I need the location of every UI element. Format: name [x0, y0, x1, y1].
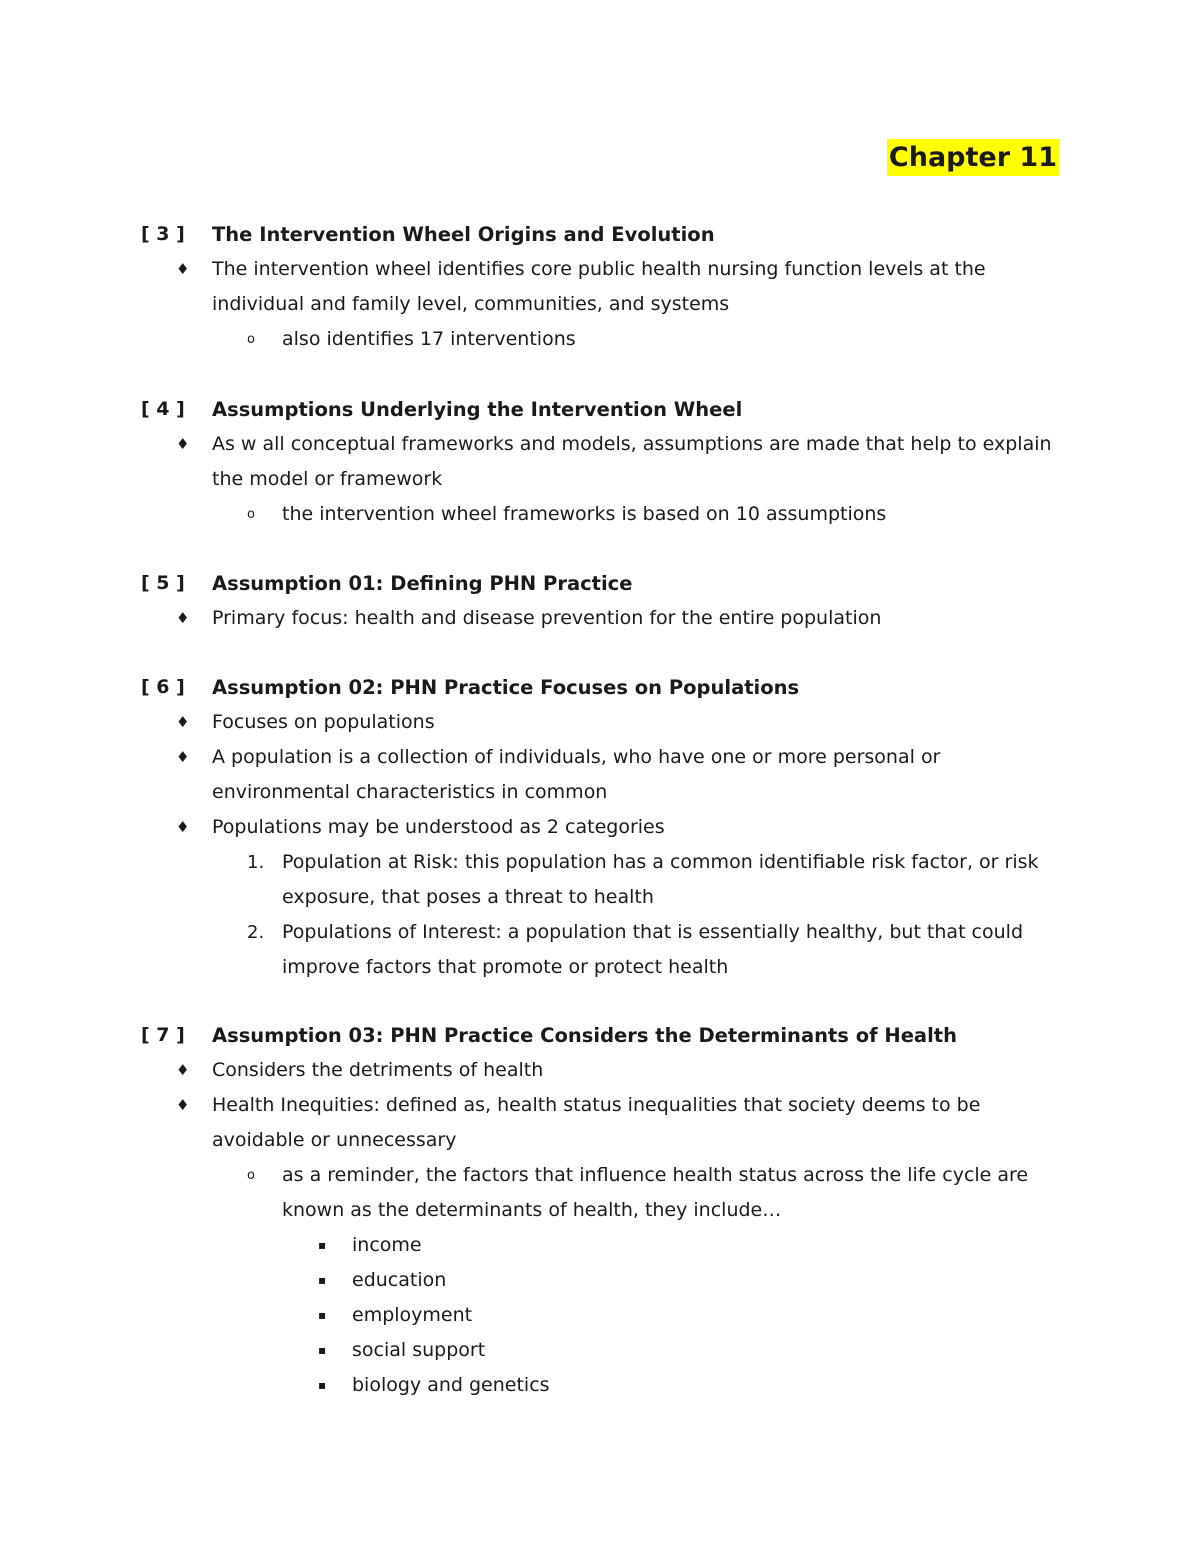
section: [0, 566, 1200, 636]
list-item: [0, 1298, 1052, 1333]
list-number: 1.: [247, 852, 265, 873]
list-item: [0, 1228, 1052, 1263]
list-item-text: A population is a collection of individuals, who have one or more personal or environmental characteristics in common: [212, 746, 941, 803]
list-item: [0, 1368, 1052, 1403]
section-heading: [0, 217, 1200, 252]
diamond-bullet-icon: ♦: [176, 818, 190, 836]
list-item-text: Population at Risk: this population has a common identifiable risk factor, or risk exposure, that poses a threat to health: [282, 851, 1039, 908]
section-title: Assumption 02: PHN Practice Focuses on Populations: [212, 676, 800, 699]
list-item-text: The intervention wheel identifies core public health nursing function levels at the individual and family level, communities, and systems: [212, 258, 986, 315]
square-bullet-icon: ▪: [318, 1238, 327, 1252]
list-item-text: employment: [352, 1304, 473, 1326]
section: [0, 670, 1200, 985]
section-heading: [0, 566, 1200, 601]
diamond-bullet-icon: ♦: [176, 435, 190, 453]
diamond-bullet-icon: ♦: [176, 1061, 190, 1079]
slide-number: [ 4 ]: [141, 398, 185, 420]
diamond-bullet-icon: ♦: [176, 260, 190, 278]
square-bullet-icon: ▪: [318, 1378, 327, 1392]
list-item-text: income: [352, 1234, 422, 1256]
section: [0, 1018, 1200, 1403]
section: [0, 217, 1200, 357]
list-item: [0, 497, 1062, 532]
circle-bullet-icon: o: [247, 507, 255, 522]
list-item: [0, 322, 1062, 357]
list-item: [0, 1158, 1062, 1228]
section-title: The Intervention Wheel Origins and Evolution: [212, 223, 715, 246]
list-item-text: Focuses on populations: [212, 711, 435, 733]
section-heading: [0, 670, 1200, 705]
chapter-title: Chapter 11: [887, 139, 1059, 176]
list-item-text: Primary focus: health and disease prevention for the entire population: [212, 607, 882, 629]
section-heading: [0, 392, 1200, 427]
list-item: [0, 810, 1062, 845]
list-item-text: As w all conceptual frameworks and models, assumptions are made that help to explain the model or framework: [212, 433, 1052, 490]
diamond-bullet-icon: ♦: [176, 609, 190, 627]
list-item: [0, 1263, 1052, 1298]
circle-bullet-icon: o: [247, 332, 255, 347]
circle-bullet-icon: o: [247, 1168, 255, 1183]
list-item-text: Health Inequities: defined as, health status inequalities that society deems to be avoidable or unnecessary: [212, 1094, 981, 1151]
square-bullet-icon: ▪: [318, 1308, 327, 1322]
list-item-text: Considers the detriments of health: [212, 1059, 544, 1081]
list-item: [0, 252, 1062, 322]
list-item-text: education: [352, 1269, 447, 1291]
list-item-text: Populations may be understood as 2 categories: [212, 816, 665, 838]
list-item: [0, 740, 1062, 810]
list-number: 2.: [247, 922, 265, 943]
diamond-bullet-icon: ♦: [176, 748, 190, 766]
diamond-bullet-icon: ♦: [176, 713, 190, 731]
section-title: Assumption 03: PHN Practice Considers the Determinants of Health: [212, 1024, 957, 1047]
list-item-text: also identifies 17 interventions: [282, 328, 576, 350]
list-item: [0, 427, 1062, 497]
list-item-text: biology and genetics: [352, 1374, 550, 1396]
section-title: Assumption 01: Defining PHN Practice: [212, 572, 633, 595]
list-item: [0, 1053, 1062, 1088]
list-item: [0, 915, 1062, 985]
section-heading: [0, 1018, 1200, 1053]
list-item: [0, 601, 1062, 636]
slide-number: [ 6 ]: [141, 676, 185, 698]
section: [0, 392, 1200, 532]
slide-number: [ 5 ]: [141, 572, 185, 594]
list-item: [0, 845, 1062, 915]
square-bullet-icon: ▪: [318, 1273, 327, 1287]
list-item: [0, 1088, 1062, 1158]
list-item-text: as a reminder, the factors that influence health status across the life cycle are known as the determinants of health, they include…: [282, 1164, 1029, 1221]
diamond-bullet-icon: ♦: [176, 1096, 190, 1114]
list-item: [0, 705, 1062, 740]
list-item: [0, 1333, 1052, 1368]
square-bullet-icon: ▪: [318, 1343, 327, 1357]
list-item-text: Populations of Interest: a population that is essentially healthy, but that could improve factors that promote or protect health: [282, 921, 1024, 978]
slide-number: [ 7 ]: [141, 1024, 185, 1046]
slide-number: [ 3 ]: [141, 223, 185, 245]
section-title: Assumptions Underlying the Intervention Wheel: [212, 398, 743, 421]
list-item-text: social support: [352, 1339, 486, 1361]
list-item-text: the intervention wheel frameworks is based on 10 assumptions: [282, 503, 887, 525]
